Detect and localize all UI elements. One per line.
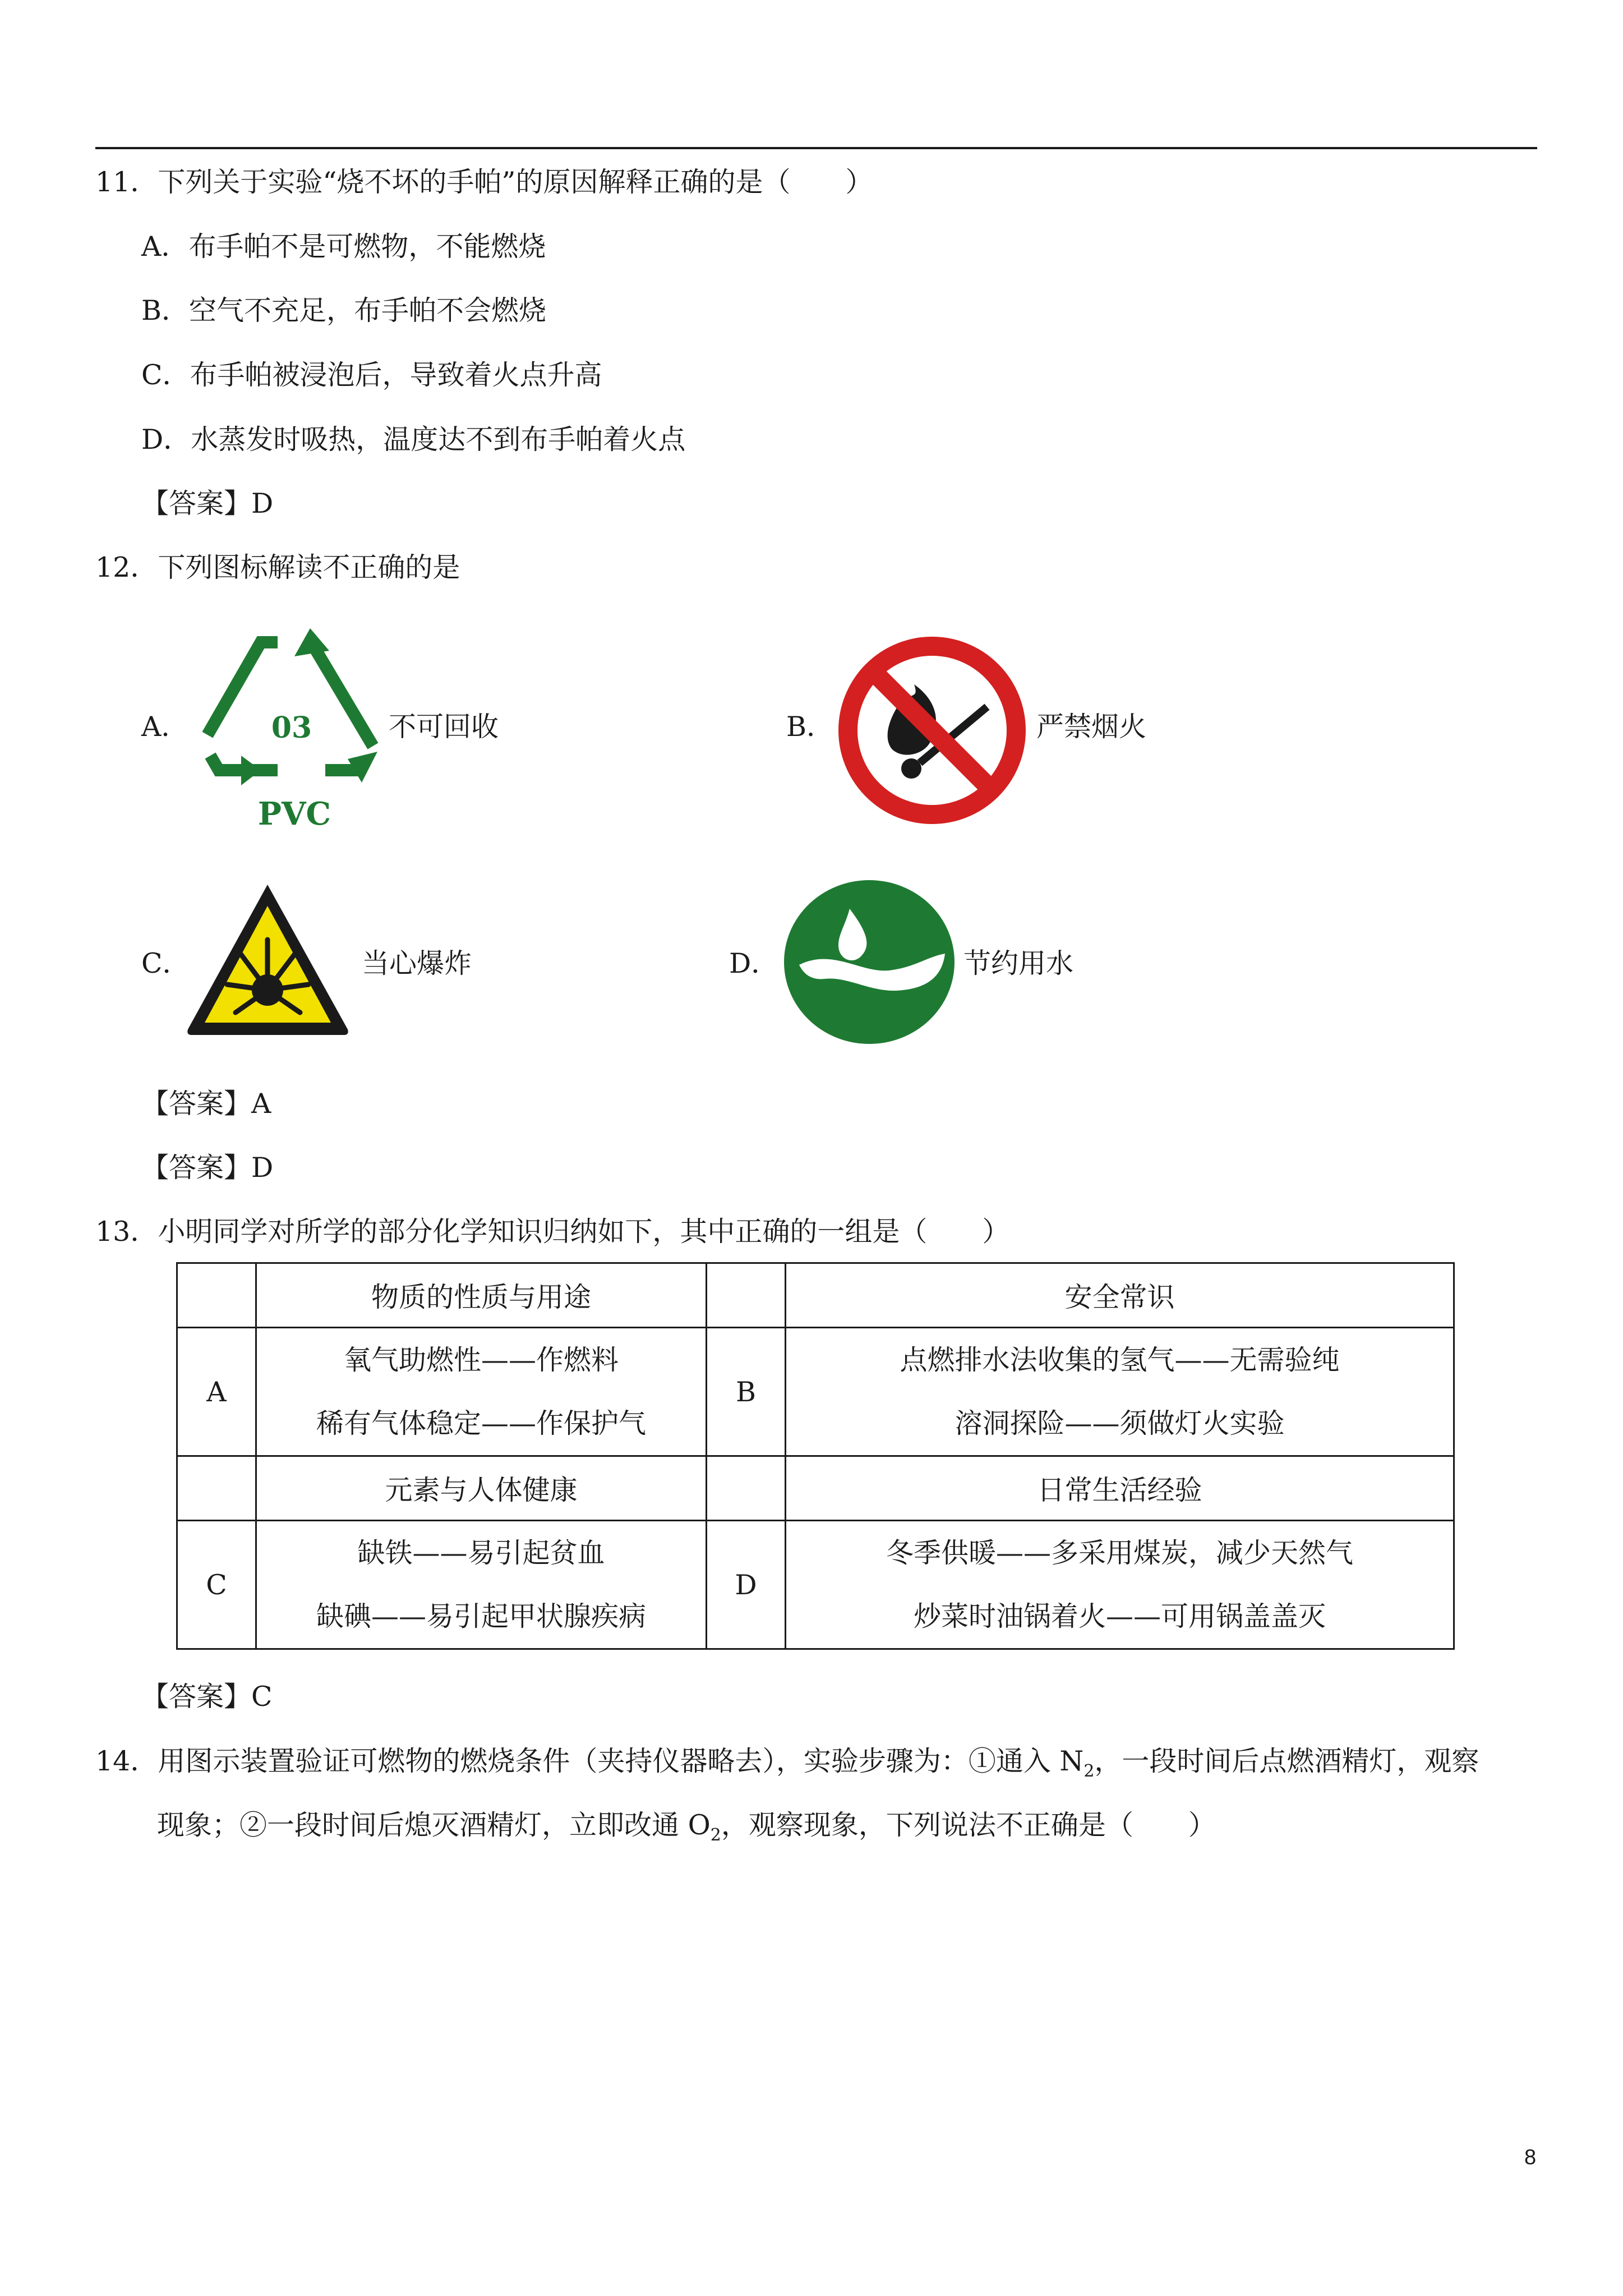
option-a-content (256, 1328, 707, 1456)
subscript: 2 (1083, 1761, 1095, 1781)
q12-option-d-letter: D． (729, 947, 779, 979)
q11-option-c: C．布手帕被浸泡后，导致着火点升高 (141, 359, 602, 391)
option-b-label: B (707, 1328, 786, 1456)
option-a-line-1: 氧气助燃性——作燃料 (343, 1344, 619, 1376)
q12-option-c-letter: C． (141, 947, 190, 979)
q12-option-b-label: 严禁烟火 (1036, 711, 1147, 743)
q12-option-a-letter: A． (141, 711, 189, 743)
q14-line-1 (95, 1745, 1479, 1788)
q13-stem: 13．小明同学对所学的部分化学知识归纳如下，其中正确的一组是（ ） (95, 1216, 1010, 1248)
option-b-line-2: 溶洞探险——须做灯火实验 (955, 1407, 1285, 1439)
recycle-material: PVC (257, 795, 331, 832)
q12-answer-2: 【答案】D (141, 1152, 274, 1184)
option-b-line-1: 点燃排水法收集的氢气——无需验纯 (900, 1344, 1340, 1376)
table-header-daily-life: 日常生活经验 (786, 1456, 1454, 1521)
header-rule (95, 147, 1537, 149)
table-cell (707, 1456, 786, 1521)
recycle-pvc-icon (199, 625, 384, 833)
q12-option-b-letter: B． (786, 711, 834, 743)
table-cell (177, 1263, 256, 1328)
q11-option-d: D．水蒸发时吸热，温度达不到布手帕着火点 (141, 424, 686, 455)
q12-option-a-label: 不可回收 (389, 711, 499, 743)
q14-line-2 (157, 1809, 1216, 1852)
option-c-label: C (177, 1521, 256, 1649)
water-saving-icon (782, 878, 956, 1046)
q12-answer-1: 【答案】A (141, 1088, 271, 1120)
option-c-content (256, 1521, 707, 1649)
option-a-label: A (177, 1328, 256, 1456)
explosion-warning-icon (182, 878, 353, 1041)
table-header-elements-health: 元素与人体健康 (256, 1456, 707, 1521)
option-b-content (786, 1328, 1454, 1456)
table-header-safety: 安全常识 (786, 1263, 1454, 1328)
q14-line-2-text: 现象；②一段时间后熄灭酒精灯，立即改通 O (157, 1809, 711, 1841)
q11-stem: 11．下列关于实验“烧不坏的手帕”的原因解释正确的是（ ） (95, 166, 873, 198)
page-number: 8 (1524, 2146, 1537, 2169)
q14-line-1-text-end: ，一段时间后点燃酒精灯，观察 (1094, 1745, 1479, 1777)
q13-answer: 【答案】C (141, 1681, 273, 1713)
q12-option-c-label: 当心爆炸 (362, 947, 472, 979)
option-a-line-2: 稀有气体稳定——作保护气 (316, 1407, 646, 1439)
q11-option-b: B．空气不充足，布手帕不会燃烧 (141, 295, 547, 326)
q14-line-2-text-end: ，观察现象，下列说法不正确是（ ） (721, 1809, 1216, 1841)
option-d-line-1: 冬季供暖——多采用煤炭，减少天然气 (886, 1537, 1353, 1569)
q12-option-d-label: 节约用水 (963, 947, 1074, 979)
q12-stem: 12．下列图标解读不正确的是 (95, 551, 460, 583)
option-d-line-2: 炒菜时油锅着火——可用锅盖盖灭 (913, 1600, 1326, 1632)
option-c-line-1: 缺铁——易引起贫血 (357, 1537, 605, 1569)
subscript: 2 (710, 1825, 721, 1845)
q11-option-a: A．布手帕不是可燃物，不能燃烧 (141, 231, 546, 263)
option-d-content (786, 1521, 1454, 1649)
table-header-properties-uses: 物质的性质与用途 (256, 1263, 707, 1328)
recycle-number: 03 (271, 711, 312, 745)
option-d-label: D (707, 1521, 786, 1649)
q14-line-1-text: 14．用图示装置验证可燃物的燃烧条件（夹持仪器略去），实验步骤为：①通入 N (95, 1745, 1084, 1777)
q11-answer: 【答案】D (141, 487, 274, 519)
no-fire-icon (836, 634, 1029, 827)
option-c-line-2: 缺碘——易引起甲状腺疾病 (316, 1600, 646, 1632)
knowledge-table (176, 1262, 1455, 1650)
table-cell (177, 1456, 256, 1521)
table-cell (707, 1263, 786, 1328)
